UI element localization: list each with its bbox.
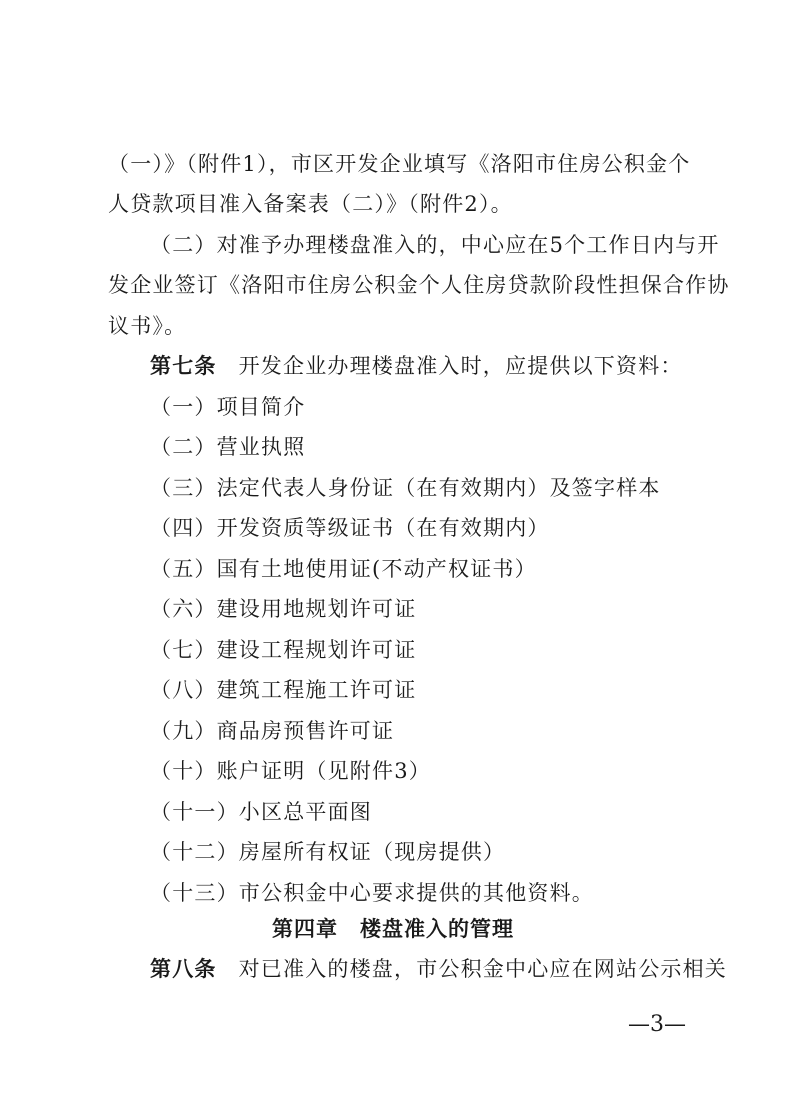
list-item: （一）项目简介 [150, 395, 306, 419]
article-7-text: 开发企业办理楼盘准入时，应提供以下资料： [238, 354, 683, 378]
article-7 [150, 352, 730, 380]
paragraph-line-3: （二）对准予办理楼盘准入的，中心应在5个工作日内与开 [150, 233, 720, 257]
list-item: （十三）市公积金中心要求提供的其他资料。 [150, 881, 594, 905]
paragraph-line-5: 议书》。 [108, 314, 187, 338]
article-7-lead: 第七条 [150, 354, 217, 378]
article-8-lead: 第八条 [150, 957, 217, 981]
list-item: （二）营业执照 [150, 435, 306, 459]
article-8 [150, 955, 730, 983]
paragraph-line-2: 人贷款项目准入备案表（二）》（附件2）。 [108, 192, 513, 216]
list-item: （四）开发资质等级证书（在有效期内） [150, 516, 550, 540]
list-item: （八）建筑工程施工许可证 [150, 678, 417, 702]
list-item: （十二）房屋所有权证（现房提供） [150, 840, 506, 864]
list-item: （九）商品房预售许可证 [150, 719, 395, 743]
list-item: （十）账户证明（见附件3） [150, 759, 431, 783]
list-item: （五）国有土地使用证(不动产权证书） [150, 557, 537, 581]
list-item: （三）法定代表人身份证（在有效期内）及签字样本 [150, 476, 661, 500]
article-8-text: 对已准入的楼盘，市公积金中心应在网站公示相关 [238, 957, 728, 981]
page-number: —3— [628, 1012, 686, 1037]
list-item: （七）建设工程规划许可证 [150, 638, 417, 662]
list-item: （十一）小区总平面图 [150, 800, 372, 824]
list-item: （六）建设用地规划许可证 [150, 597, 417, 621]
chapter-title: 第四章 楼盘准入的管理 [272, 917, 514, 941]
paragraph-line-1: （一）》（附件1），市区开发企业填写《洛阳市住房公积金个 [108, 152, 691, 176]
paragraph-line-4: 发企业签订《洛阳市住房公积金个人住房贷款阶段性担保合作协 [108, 273, 730, 297]
